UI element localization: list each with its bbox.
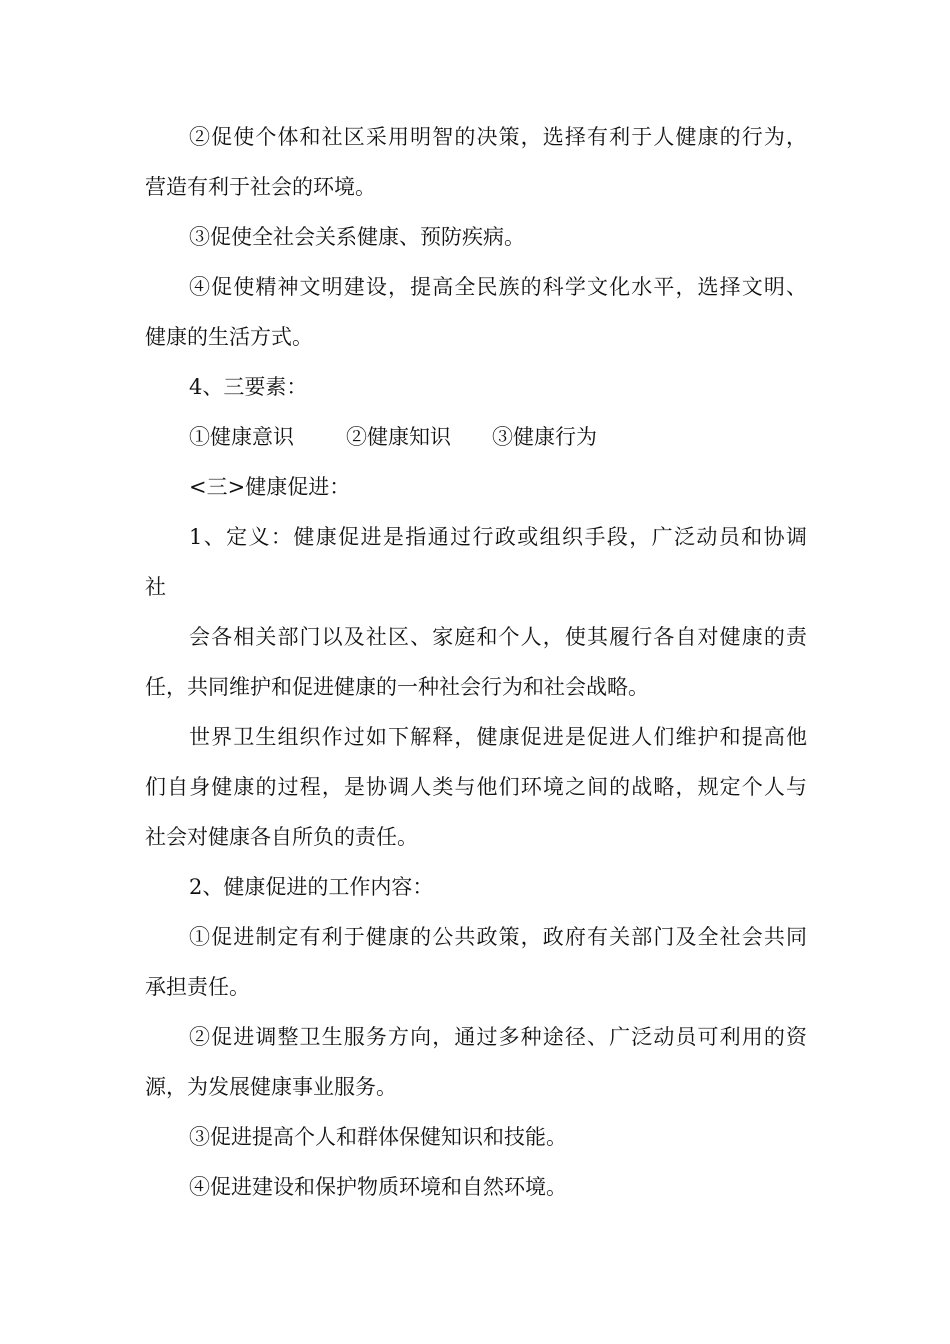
paragraph-line: 社	[145, 575, 166, 599]
element-item: ①健康意识	[189, 425, 294, 449]
paragraph-line: 健康的生活方式。	[145, 325, 313, 349]
paragraph-line: 会各相关部门以及社区、家庭和个人，使其履行各自对健康的责	[189, 625, 807, 649]
paragraph-line: 们自身健康的过程，是协调人类与他们环境之间的战略，规定个人与	[145, 775, 807, 799]
paragraph-line: 承担责任。	[145, 975, 250, 999]
paragraph-line: ①促进制定有利于健康的公共政策，政府有关部门及全社会共同	[189, 925, 807, 949]
paragraph-line: ②促使个体和社区采用明智的决策，选择有利于人健康的行为，	[189, 125, 807, 149]
paragraph-line: 社会对健康各自所负的责任。	[145, 825, 418, 849]
paragraph-line: ②促进调整卫生服务方向，通过多种途径、广泛动员可利用的资	[189, 1025, 807, 1049]
paragraph-line: 任，共同维护和促进健康的一种社会行为和社会战略。	[145, 675, 649, 699]
paragraph-line: 源，为发展健康事业服务。	[145, 1075, 397, 1099]
element-item: ③健康行为	[492, 425, 597, 449]
paragraph-line: ③促进提高个人和群体保健知识和技能。	[189, 1125, 567, 1149]
paragraph-line: 1、定义：健康促进是指通过行政或组织手段，广泛动员和协调	[189, 525, 807, 549]
document-body	[145, 112, 807, 1212]
section-heading: 2、健康促进的工作内容：	[189, 875, 434, 899]
paragraph-line: 世界卫生组织作过如下解释，健康促进是促进人们维护和提高他	[189, 725, 807, 749]
section-heading: 4、三要素：	[189, 375, 308, 399]
paragraph-line: 营造有利于社会的环境。	[145, 175, 376, 199]
paragraph-line: ④促使精神文明建设，提高全民族的科学文化水平，选择文明、	[189, 275, 807, 299]
element-item: ②健康知识	[346, 425, 451, 449]
paragraph-line: ④促进建设和保护物质环境和自然环境。	[189, 1175, 567, 1199]
section-heading: <三>健康促进：	[189, 475, 351, 499]
paragraph-line: ③促使全社会关系健康、预防疾病。	[189, 225, 525, 249]
elements-list	[145, 412, 807, 462]
